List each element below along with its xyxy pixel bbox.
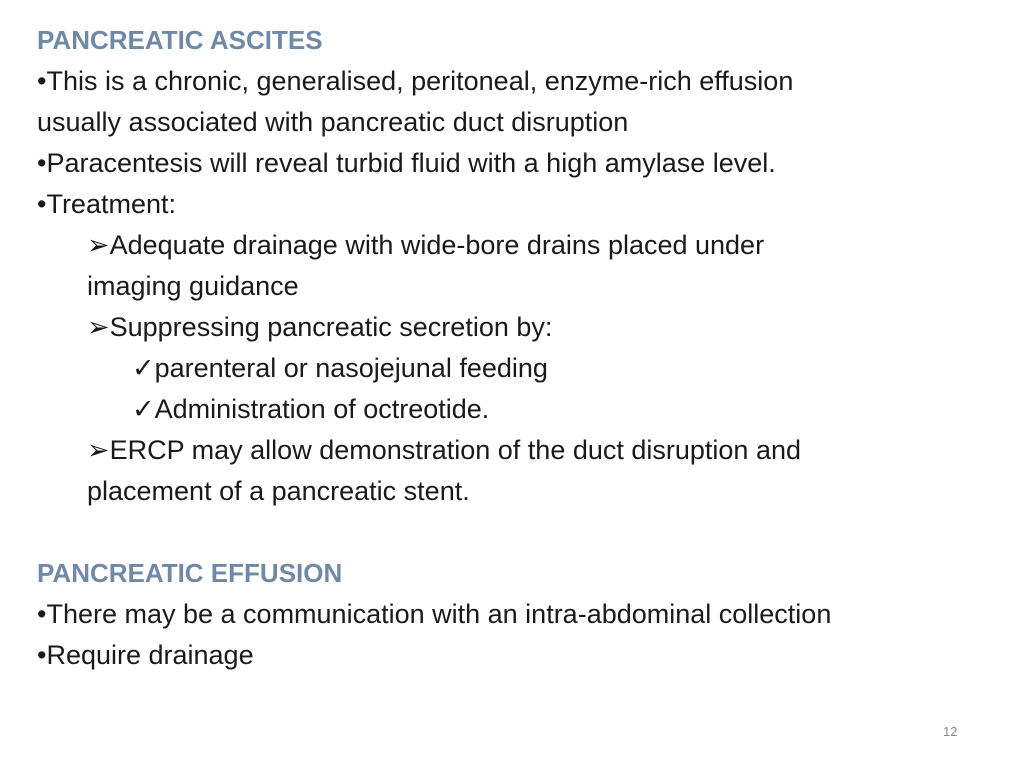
- bullet-item: [37, 635, 997, 676]
- slide-content: [37, 20, 997, 676]
- bullet-item: [37, 184, 997, 225]
- arrow-bullet-icon: ➢: [87, 435, 110, 465]
- sub-bullet-continuation: imaging guidance: [87, 271, 299, 301]
- bullet-text: This is a chronic, generalised, peritoneal, enzyme-rich effusion: [46, 66, 794, 96]
- checkmark-icon: ✓: [132, 394, 155, 424]
- slide-number: 12: [943, 724, 958, 739]
- bullet-continuation: usually associated with pancreatic duct disruption: [37, 107, 629, 137]
- section-heading-effusion: PANCREATIC EFFUSION: [37, 558, 343, 588]
- sub-bullet-continuation: placement of a pancreatic stent.: [87, 476, 470, 506]
- sub-bullet-item: [37, 225, 997, 266]
- section-spacer: [37, 512, 997, 553]
- bullet-item: [37, 61, 997, 102]
- bullet-item: [37, 143, 997, 184]
- sub-bullet-item: [37, 430, 997, 471]
- sub-bullet-text: Adequate drainage with wide-bore drains placed under: [109, 230, 765, 260]
- check-text: Administration of octreotide.: [154, 394, 490, 424]
- arrow-bullet-icon: ➢: [87, 312, 110, 342]
- bullet-icon: •: [37, 189, 47, 219]
- check-text: parenteral or nasojejunal feeding: [154, 353, 548, 383]
- bullet-icon: •: [37, 640, 47, 670]
- sub-bullet-item: [37, 307, 997, 348]
- bullet-item: [37, 594, 997, 635]
- section-heading-ascites: PANCREATIC ASCITES: [37, 25, 323, 55]
- bullet-icon: •: [37, 66, 47, 96]
- bullet-text: Treatment:: [46, 189, 176, 219]
- bullet-icon: •: [37, 599, 47, 629]
- bullet-icon: •: [37, 148, 47, 178]
- arrow-bullet-icon: ➢: [87, 230, 110, 260]
- checkmark-icon: ✓: [132, 353, 155, 383]
- check-item: [37, 348, 997, 389]
- bullet-text: Paracentesis will reveal turbid fluid with a high amylase level.: [46, 148, 776, 178]
- bullet-text: Require drainage: [46, 640, 254, 670]
- bullet-text: There may be a communication with an intra-abdominal collection: [46, 599, 832, 629]
- check-item: [37, 389, 997, 430]
- sub-bullet-text: ERCP may allow demonstration of the duct disruption and: [109, 435, 801, 465]
- sub-bullet-text: Suppressing pancreatic secretion by:: [109, 312, 553, 342]
